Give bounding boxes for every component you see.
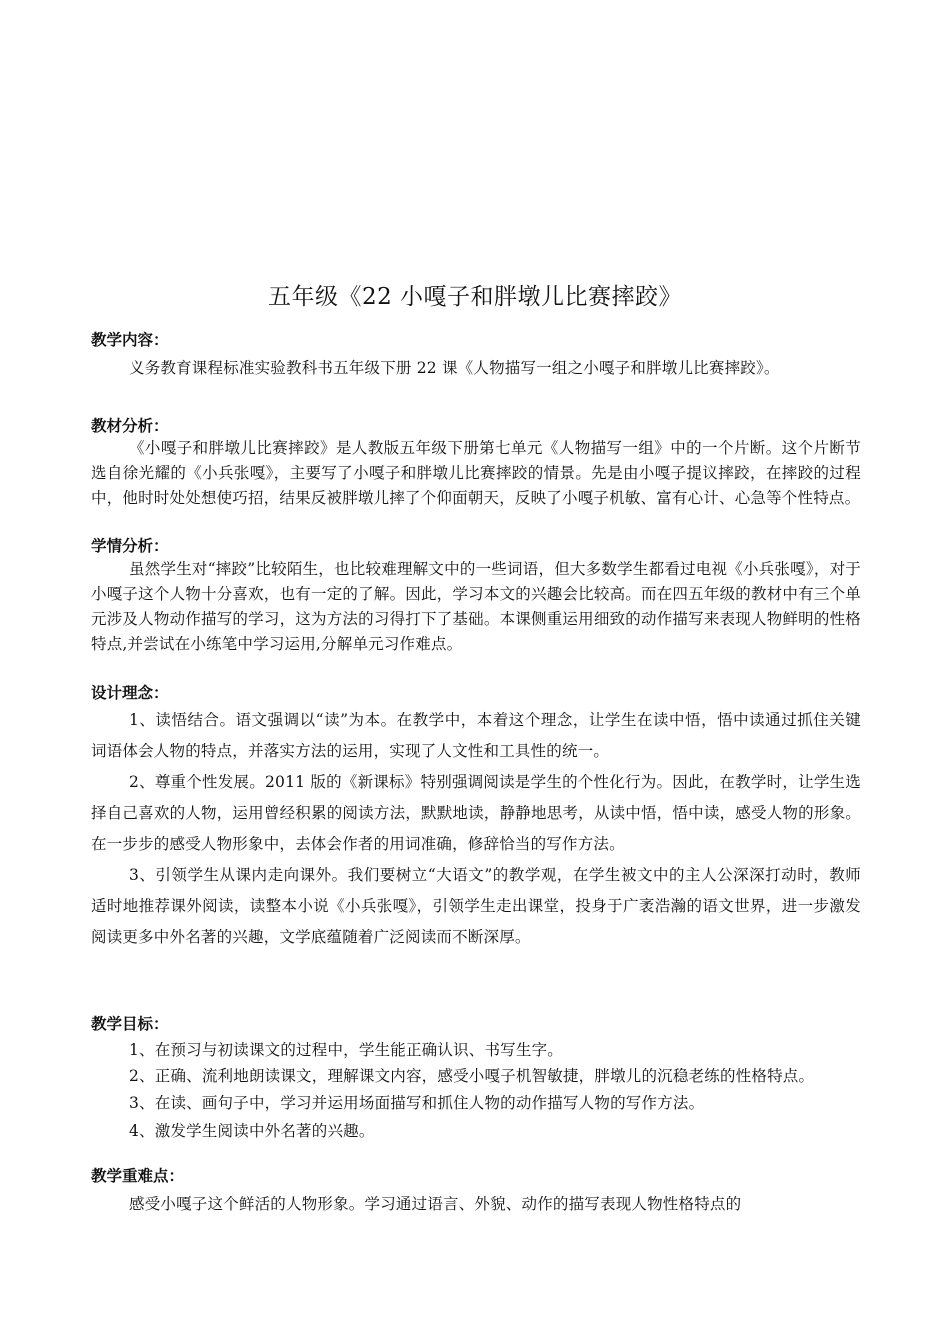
section-paragraph: 感受小嘎子这个鲜活的人物形象。学习通过语言、外貌、动作的描写表现人物性格特点的: [129, 1195, 742, 1213]
section-heading: 设计理念：: [91, 684, 169, 702]
concept-item-1: 1、读悟结合。语文强调以“读”为本。在教学中，本着这个理念，让学生在读中悟，悟中读通过抓住关键词语体会人物的特点，并落实方法的运用，实现了人文性和工具性的统一。: [91, 711, 861, 760]
section-design-concept: [91, 682, 861, 953]
document-title: 五年级《22 小嘎子和胖墩儿比赛摔跤》: [267, 284, 683, 310]
section-teaching-content: [91, 329, 861, 384]
section-heading: 学情分析：: [91, 537, 169, 555]
section-teaching-goals: [91, 1013, 861, 1145]
goal-item-1: 1、在预习与初读课文的过程中，学生能正确认识、书写生字。: [129, 1041, 563, 1059]
section-paragraph: 义务教育课程标准实验教科书五年级下册 22 课《人物描写一组之小嘎子和胖墩儿比赛摔跤》。: [129, 359, 780, 377]
section-heading: 教材分析：: [91, 417, 169, 435]
section-key-points: [91, 1165, 861, 1218]
concept-item-2: 2、尊重个性发展。2011 版的《新课标》特别强调阅读是学生的个性化行为。因此，在教学时，让学生选择自己喜欢的人物，运用曾经积累的阅读方法，默默地读，静静地思考，从读中悟，悟中读，感受人物的形象。在一步步的感受人物形象中，去体会作者的用词准确，修辞恰当的写作方法。: [91, 773, 861, 853]
goal-item-3: 3、在读、画句子中，学习并运用场面描写和抓住人物的动作描写人物的写作方法。: [129, 1094, 705, 1112]
section-paragraph: 《小嘎子和胖墩儿比赛摔跤》是人教版五年级下册第七单元《人物描写一组》中的一个片断。这个片断节选自徐光耀的《小兵张嘎》，主要写了小嘎子和胖墩儿比赛摔跤的情景。先是由小嘎子提议摔跤，在摔跤的过程中，他时时处处想使巧招，结果反被胖墩儿摔了个仰面朝天，反映了小嘎子机敏、富有心计、心急等个性特点。: [91, 439, 861, 507]
section-student-analysis: [91, 535, 861, 657]
goal-item-4: 4、激发学生阅读中外名著的兴趣。: [129, 1122, 375, 1140]
section-heading: 教学重难点：: [91, 1167, 185, 1185]
section-heading: 教学内容：: [91, 331, 169, 349]
section-paragraph: 虽然学生对“摔跤”比较陌生，也比较难理解文中的一些词语，但大多数学生都看过电视《小兵张嘎》，对于小嘎子这个人物十分喜欢，也有一定的了解。因此，学习本文的兴趣会比较高。而在四五年级的教材中有三个单元涉及人物动作描写的学习，这为方法的习得打下了基础。本课侧重运用细致的动作描写来表现人物鲜明的性格特点,并尝试在小练笔中学习运用,分解单元习作难点。: [91, 560, 861, 653]
section-material-analysis: [91, 415, 861, 511]
section-heading: 教学目标：: [91, 1015, 169, 1033]
goal-item-2: 2、正确、流利地朗读课文，理解课文内容，感受小嘎子机智敏捷，胖墩儿的沉稳老练的性格特点。: [129, 1067, 815, 1085]
concept-item-3: 3、引领学生从课内走向课外。我们要树立“大语文”的教学观，在学生被文中的主人公深深打动时，教师适时地推荐课外阅读，读整本小说《小兵张嘎》，引领学生走出课堂，投身于广袤浩瀚的语文世界，进一步激发阅读更多中外名著的兴趣，文学底蕴随着广泛阅读而不断深厚。: [91, 866, 861, 946]
